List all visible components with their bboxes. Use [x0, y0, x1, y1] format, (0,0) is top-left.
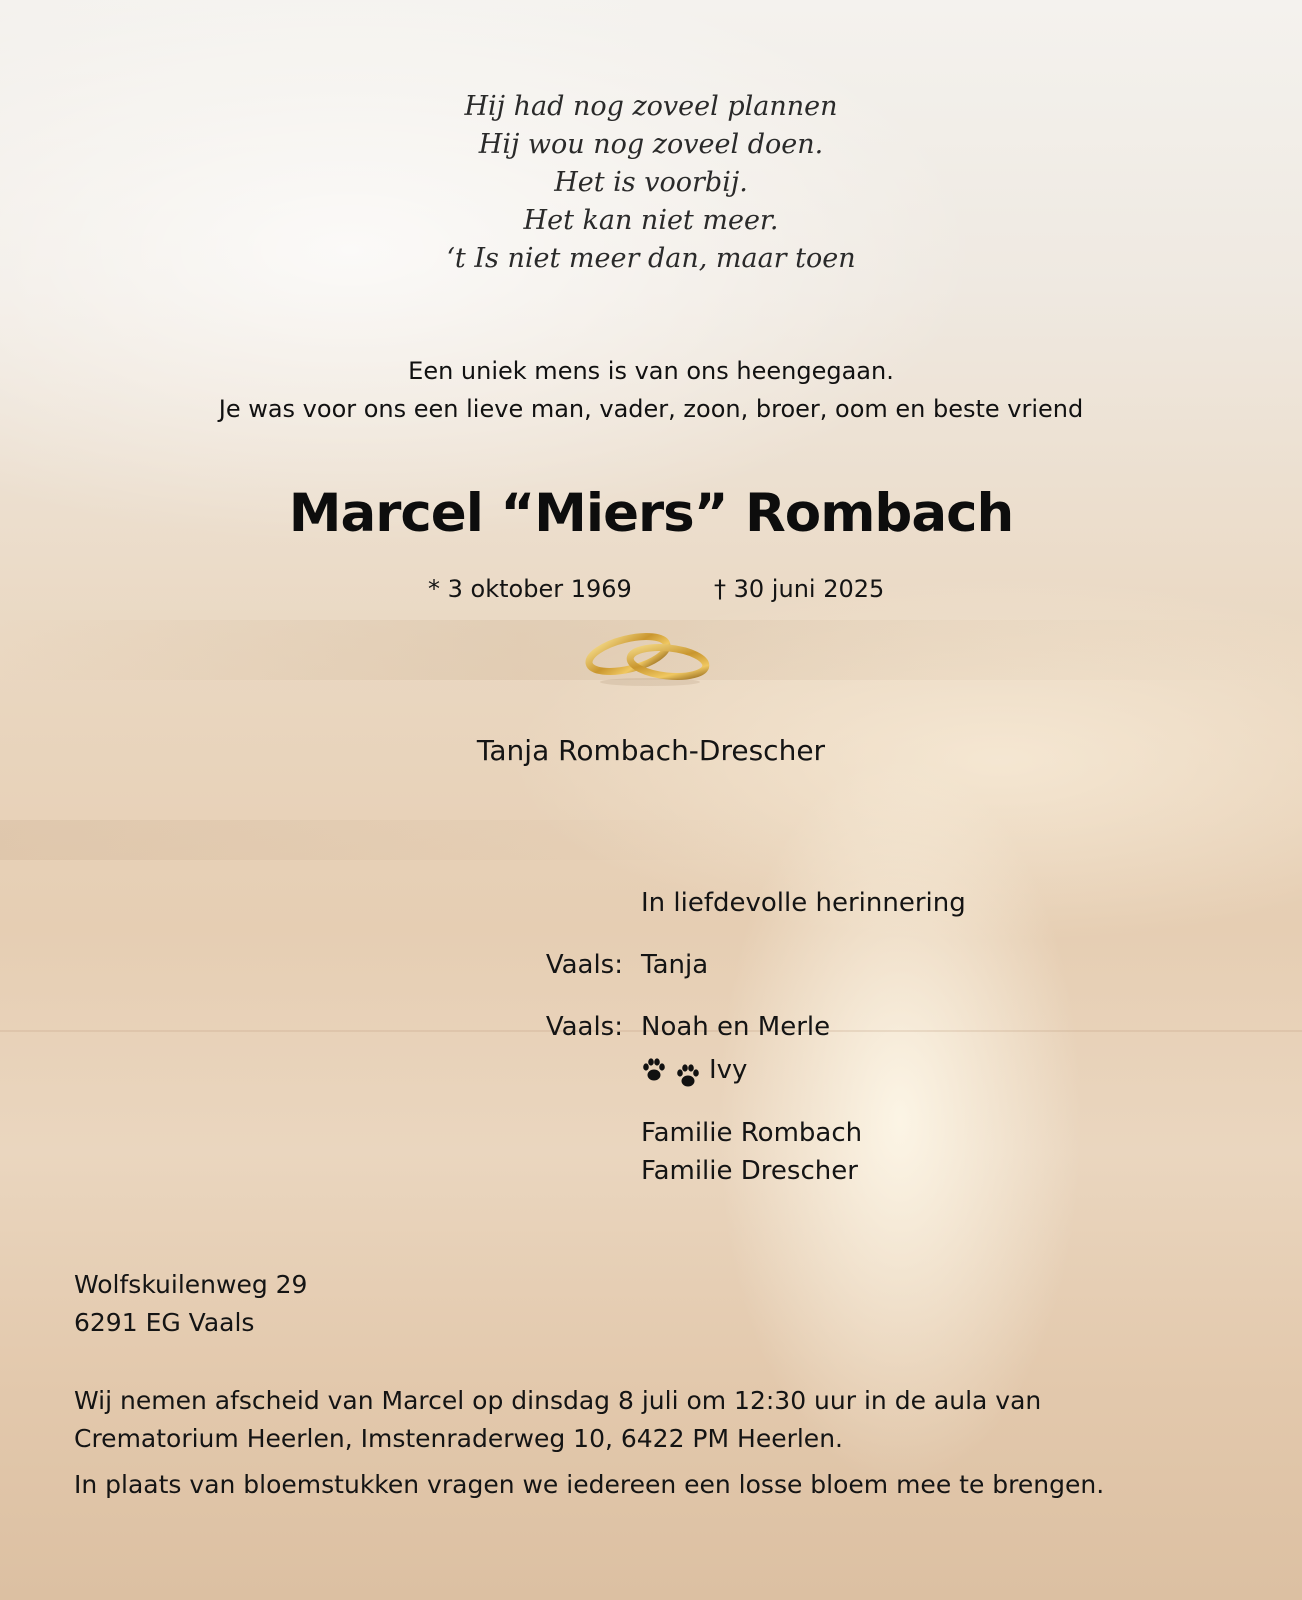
notice-line: In plaats van bloemstukken vragen we iedereen een losse bloem mee te brengen. [74, 1470, 1105, 1499]
farewell-notice [74, 1382, 1104, 1504]
poem-line: Het kan niet meer. [523, 205, 779, 236]
poem-line: Hij wou nog zoveel doen. [478, 129, 824, 160]
deceased-name: Marcel “Miers” Rombach [288, 483, 1014, 544]
paw-print-icon [641, 1057, 667, 1083]
spouse-name: Tanja Rombach-Drescher [476, 734, 826, 767]
paw-print-icon [675, 1063, 701, 1089]
poem [0, 88, 1302, 278]
correspondence-address [74, 1266, 307, 1342]
family-name: Familie Rombach [641, 1118, 863, 1148]
family-name: Familie Drescher [641, 1156, 858, 1186]
mourner-names: Noah en Merle [641, 1012, 831, 1042]
background-haze [0, 820, 1302, 860]
family-list [641, 1114, 862, 1190]
mourner-row [545, 1010, 831, 1044]
mourner-names: Tanja [641, 950, 709, 980]
address-street: Wolfskuilenweg 29 [74, 1270, 308, 1299]
pet-name: Ivy [709, 1055, 748, 1085]
mourner-place: Vaals: [545, 1012, 623, 1042]
death-date [714, 574, 884, 604]
mourner-row [545, 948, 709, 982]
intro-line: Je was voor ons een lieve man, vader, zoon, broer, oom en beste vriend [218, 395, 1084, 423]
notice-line: Crematorium Heerlen, Imstenraderweg 10, 6422 PM Heerlen. [74, 1424, 843, 1453]
death-date-value: 30 juni 2025 [733, 575, 885, 603]
poem-line: ‘t Is niet meer dan, maar toen [446, 243, 856, 274]
pet-line [641, 1053, 747, 1087]
memory-heading: In liefdevolle herinnering [641, 888, 966, 918]
birth-date: * 3 oktober 1969 [428, 575, 632, 603]
poem-line: Het is voorbij. [554, 167, 748, 198]
mourner-place: Vaals: [545, 950, 623, 980]
poem-line: Hij had nog zoveel plannen [464, 91, 838, 122]
intro-text [0, 352, 1302, 428]
notice-line: Wij nemen afscheid van Marcel op dinsdag 8 juli om 12:30 uur in de aula van [74, 1386, 1042, 1415]
wedding-rings-icon [580, 630, 720, 690]
intro-line: Een uniek mens is van ons heengegaan. [408, 357, 894, 385]
address-city: 6291 EG Vaals [74, 1308, 255, 1337]
cross-icon: † [714, 575, 726, 603]
